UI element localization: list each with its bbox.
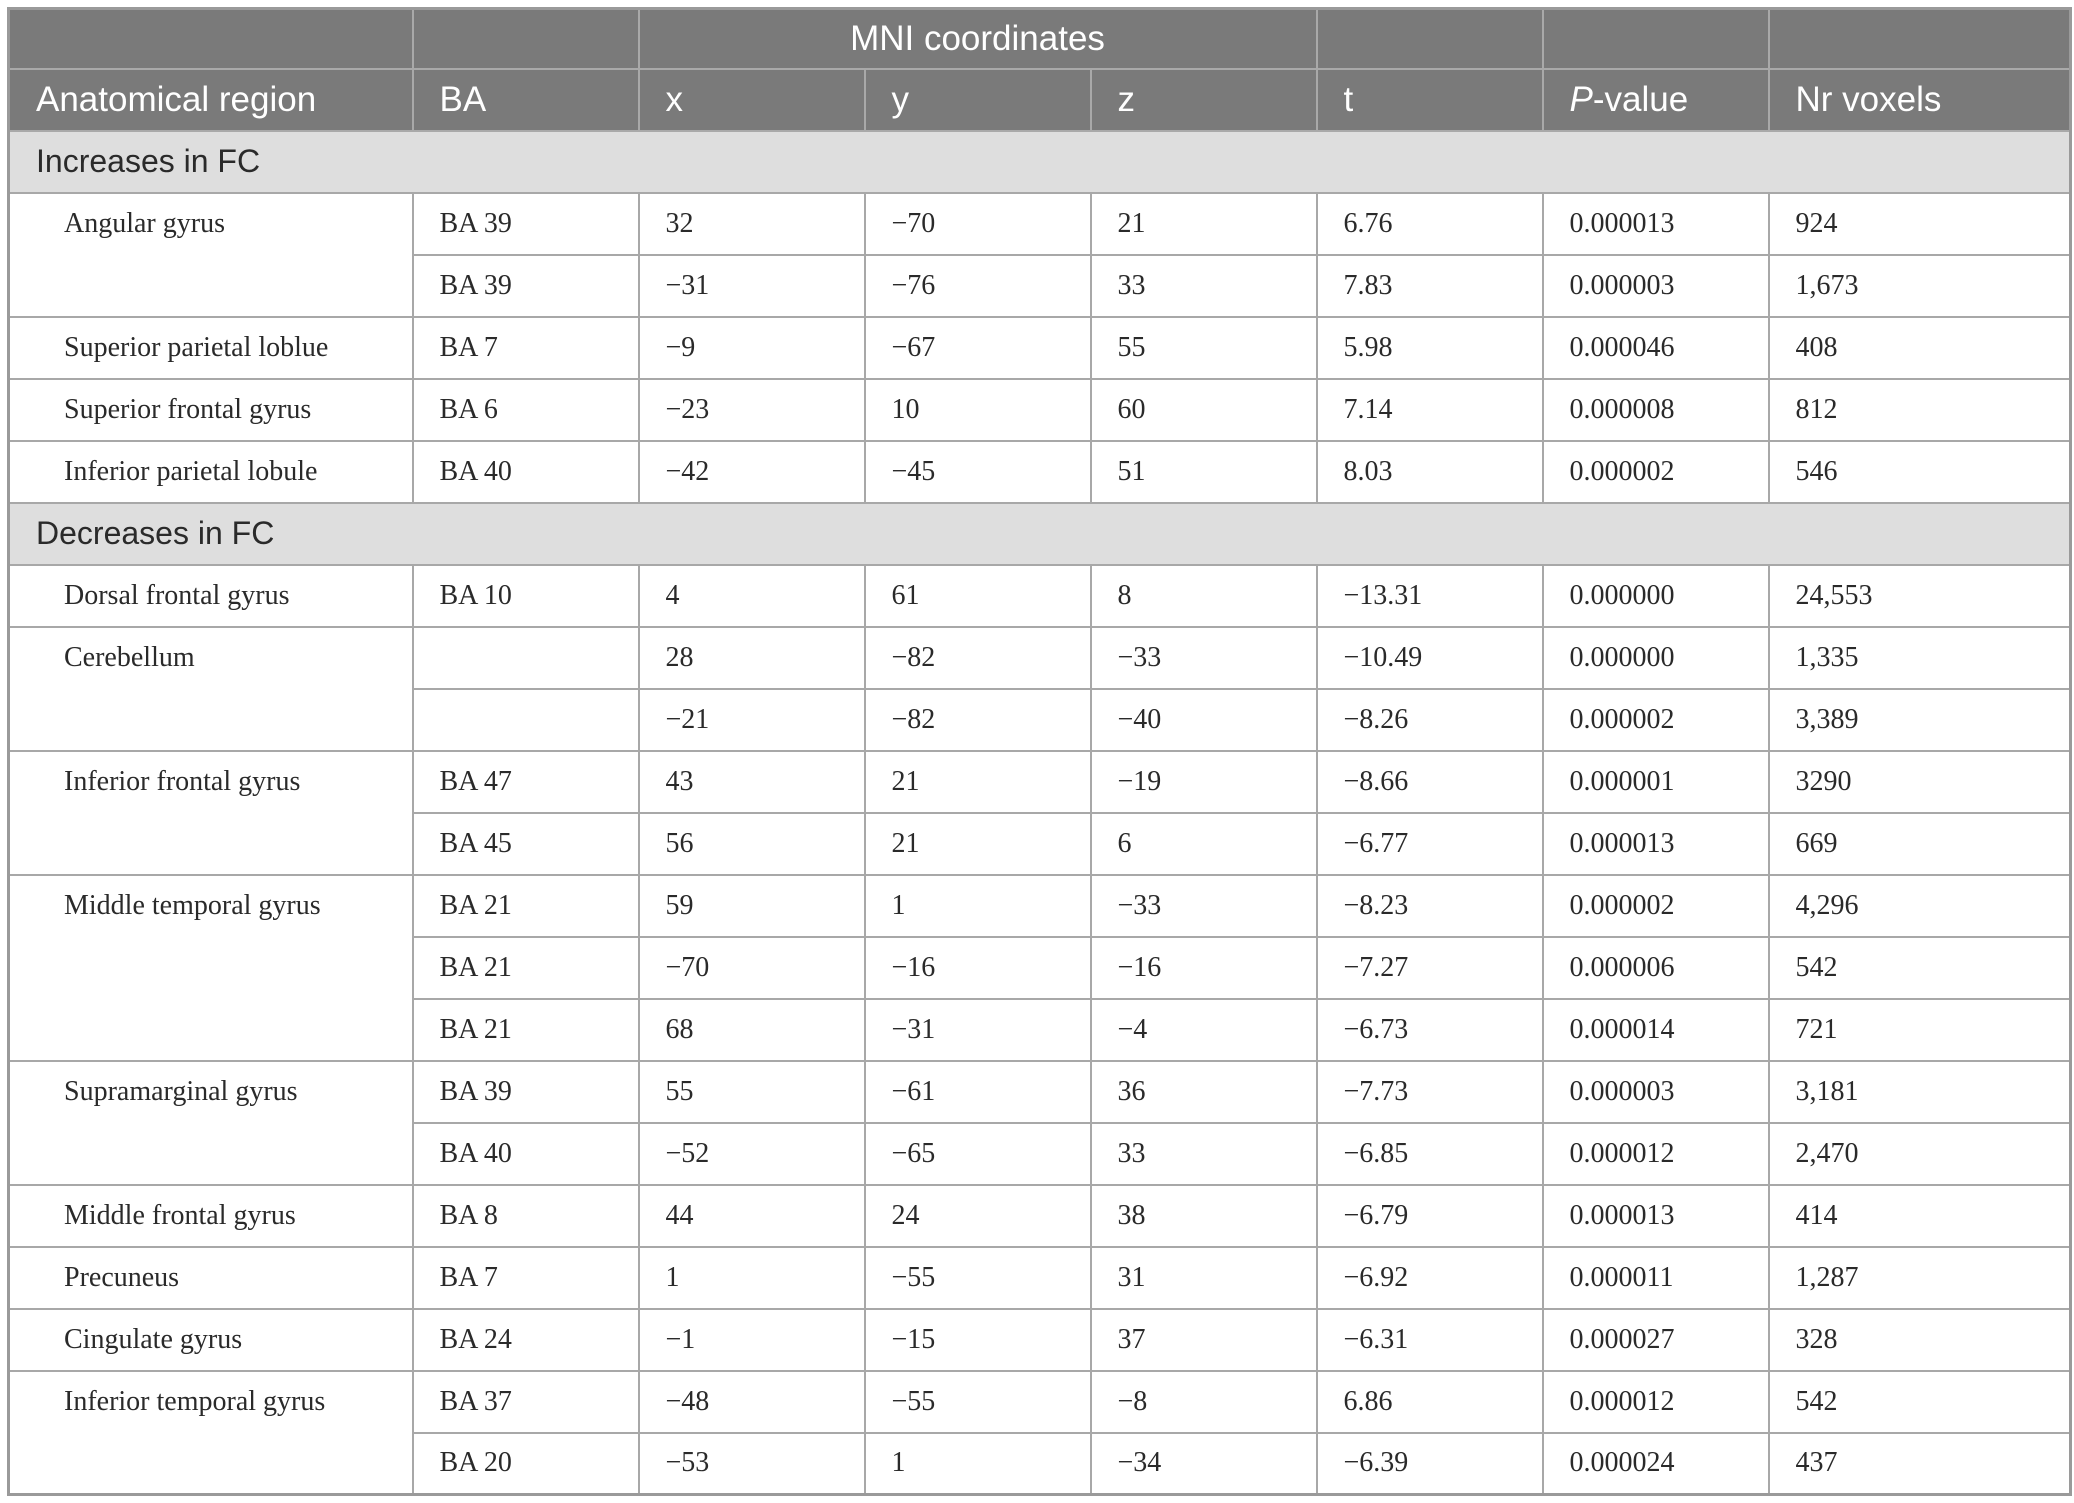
column-header-z: z [1091,69,1317,131]
cell-p-value: 0.000001 [1543,751,1769,813]
cell-anatomical-region: Inferior temporal gyrus [9,1371,413,1495]
cell-t: −6.79 [1317,1185,1543,1247]
cell-z: 51 [1091,441,1317,503]
cell-voxels: 1,673 [1769,255,2071,317]
cell-z: −34 [1091,1433,1317,1495]
cell-y: −45 [865,441,1091,503]
cell-ba: BA 45 [413,813,639,875]
cell-p-value: 0.000013 [1543,1185,1769,1247]
column-header-region: Anatomical region [9,69,413,131]
cell-y: −31 [865,999,1091,1061]
cell-z: 33 [1091,255,1317,317]
cell-p-value: 0.000002 [1543,875,1769,937]
cell-t: −8.66 [1317,751,1543,813]
cell-anatomical-region: Middle temporal gyrus [9,875,413,1061]
cell-x: −52 [639,1123,865,1185]
cell-ba: BA 10 [413,565,639,627]
cell-anatomical-region: Inferior parietal lobule [9,441,413,503]
cell-x: −48 [639,1371,865,1433]
cell-t: −13.31 [1317,565,1543,627]
cell-t: 6.76 [1317,193,1543,255]
cell-x: −21 [639,689,865,751]
cell-x: −31 [639,255,865,317]
cell-x: 28 [639,627,865,689]
cell-ba: BA 47 [413,751,639,813]
cell-p-value: 0.000011 [1543,1247,1769,1309]
header-row-columns [9,69,2071,131]
cell-voxels: 3,181 [1769,1061,2071,1123]
table-row [9,193,2071,255]
cell-t: 5.98 [1317,317,1543,379]
cell-voxels: 328 [1769,1309,2071,1371]
cell-ba: BA 24 [413,1309,639,1371]
cell-y: −55 [865,1247,1091,1309]
table-row [9,875,2071,937]
cell-anatomical-region: Inferior frontal gyrus [9,751,413,875]
header-empty-cell [413,9,639,69]
p-value-italic-prefix: P [1569,79,1593,119]
cell-voxels: 408 [1769,317,2071,379]
column-header-t: t [1317,69,1543,131]
cell-ba: BA 39 [413,255,639,317]
cell-ba: BA 7 [413,317,639,379]
cell-voxels: 669 [1769,813,2071,875]
cell-voxels: 812 [1769,379,2071,441]
cell-anatomical-region: Precuneus [9,1247,413,1309]
section-title: Increases in FC [9,131,2071,193]
table-row [9,751,2071,813]
cell-y: −82 [865,627,1091,689]
cell-ba: BA 21 [413,875,639,937]
column-header-ba: BA [413,69,639,131]
cell-voxels: 414 [1769,1185,2071,1247]
cell-z: −8 [1091,1371,1317,1433]
header-empty-cell [9,9,413,69]
table-row [9,1309,2071,1371]
header-empty-cell [1543,9,1769,69]
column-header-voxels: Nr voxels [1769,69,2071,131]
cell-ba: BA 39 [413,193,639,255]
cell-t: −10.49 [1317,627,1543,689]
cell-p-value: 0.000002 [1543,689,1769,751]
cell-z: 36 [1091,1061,1317,1123]
section-title: Decreases in FC [9,503,2071,565]
cell-t: −7.27 [1317,937,1543,999]
cell-ba: BA 40 [413,1123,639,1185]
cell-z: 6 [1091,813,1317,875]
cell-p-value: 0.000027 [1543,1309,1769,1371]
cell-z: −4 [1091,999,1317,1061]
table-row [9,441,2071,503]
cell-ba [413,627,639,689]
cell-voxels: 1,335 [1769,627,2071,689]
cell-z: 8 [1091,565,1317,627]
cell-y: 21 [865,813,1091,875]
cell-y: −65 [865,1123,1091,1185]
cell-y: −16 [865,937,1091,999]
table-row [9,1247,2071,1309]
cell-y: 1 [865,875,1091,937]
header-row-group [9,9,2071,69]
cell-z: −40 [1091,689,1317,751]
cell-z: 55 [1091,317,1317,379]
cell-z: −16 [1091,937,1317,999]
cell-voxels: 2,470 [1769,1123,2071,1185]
cell-t: 6.86 [1317,1371,1543,1433]
cell-ba: BA 21 [413,999,639,1061]
cell-t: −6.92 [1317,1247,1543,1309]
cell-y: −55 [865,1371,1091,1433]
cell-t: −6.31 [1317,1309,1543,1371]
cell-voxels: 542 [1769,1371,2071,1433]
cell-x: 68 [639,999,865,1061]
cell-voxels: 542 [1769,937,2071,999]
cell-t: −8.23 [1317,875,1543,937]
cell-z: 37 [1091,1309,1317,1371]
cell-y: −70 [865,193,1091,255]
cell-voxels: 1,287 [1769,1247,2071,1309]
cell-p-value: 0.000006 [1543,937,1769,999]
cell-anatomical-region: Superior parietal loblue [9,317,413,379]
table-row [9,379,2071,441]
cell-x: −42 [639,441,865,503]
cell-p-value: 0.000014 [1543,999,1769,1061]
section-row [9,131,2071,193]
cell-voxels: 4,296 [1769,875,2071,937]
cell-ba: BA 37 [413,1371,639,1433]
cell-ba: BA 40 [413,441,639,503]
cell-anatomical-region: Supramarginal gyrus [9,1061,413,1185]
cell-voxels: 924 [1769,193,2071,255]
cell-p-value: 0.000000 [1543,627,1769,689]
cell-y: 21 [865,751,1091,813]
cell-t: −7.73 [1317,1061,1543,1123]
cell-p-value: 0.000012 [1543,1371,1769,1433]
cell-p-value: 0.000012 [1543,1123,1769,1185]
cell-z: 31 [1091,1247,1317,1309]
table-row [9,627,2071,689]
cell-t: 7.14 [1317,379,1543,441]
cell-anatomical-region: Superior frontal gyrus [9,379,413,441]
cell-ba [413,689,639,751]
cell-anatomical-region: Cingulate gyrus [9,1309,413,1371]
cell-t: 7.83 [1317,255,1543,317]
cell-t: −6.73 [1317,999,1543,1061]
column-header-y: y [865,69,1091,131]
header-empty-cell [1769,9,2071,69]
cell-voxels: 24,553 [1769,565,2071,627]
cell-p-value: 0.000008 [1543,379,1769,441]
cell-y: 24 [865,1185,1091,1247]
cell-x: 59 [639,875,865,937]
cell-x: 44 [639,1185,865,1247]
cell-x: 55 [639,1061,865,1123]
cell-x: −70 [639,937,865,999]
cell-x: 4 [639,565,865,627]
cell-p-value: 0.000013 [1543,193,1769,255]
mni-coordinates-header: MNI coordinates [639,9,1317,69]
cell-x: 1 [639,1247,865,1309]
table-row [9,1371,2071,1433]
cell-y: 1 [865,1433,1091,1495]
column-header-p-value [1543,69,1769,131]
cell-z: 60 [1091,379,1317,441]
cell-x: 56 [639,813,865,875]
cell-z: −33 [1091,627,1317,689]
cell-t: −6.85 [1317,1123,1543,1185]
cell-p-value: 0.000002 [1543,441,1769,503]
cell-y: −61 [865,1061,1091,1123]
cell-y: −82 [865,689,1091,751]
cell-voxels: 546 [1769,441,2071,503]
cell-z: 38 [1091,1185,1317,1247]
cell-p-value: 0.000024 [1543,1433,1769,1495]
cell-x: −1 [639,1309,865,1371]
table-row [9,317,2071,379]
cell-x: 43 [639,751,865,813]
cell-t: −6.39 [1317,1433,1543,1495]
cell-z: −33 [1091,875,1317,937]
cell-p-value: 0.000003 [1543,255,1769,317]
table-row [9,1061,2071,1123]
cell-z: 21 [1091,193,1317,255]
results-table [7,7,2072,1496]
cell-voxels: 3,389 [1769,689,2071,751]
table-row [9,565,2071,627]
cell-p-value: 0.000000 [1543,565,1769,627]
cell-y: 61 [865,565,1091,627]
cell-z: 33 [1091,1123,1317,1185]
p-value-suffix: -value [1592,79,1689,119]
cell-ba: BA 20 [413,1433,639,1495]
cell-x: −53 [639,1433,865,1495]
cell-anatomical-region: Cerebellum [9,627,413,751]
cell-p-value: 0.000003 [1543,1061,1769,1123]
cell-t: 8.03 [1317,441,1543,503]
cell-ba: BA 6 [413,379,639,441]
cell-y: −15 [865,1309,1091,1371]
cell-anatomical-region: Angular gyrus [9,193,413,317]
cell-y: 10 [865,379,1091,441]
cell-ba: BA 8 [413,1185,639,1247]
cell-y: −76 [865,255,1091,317]
cell-p-value: 0.000046 [1543,317,1769,379]
cell-anatomical-region: Dorsal frontal gyrus [9,565,413,627]
cell-t: −6.77 [1317,813,1543,875]
cell-t: −8.26 [1317,689,1543,751]
cell-anatomical-region: Middle frontal gyrus [9,1185,413,1247]
cell-x: −23 [639,379,865,441]
cell-z: −19 [1091,751,1317,813]
cell-ba: BA 7 [413,1247,639,1309]
cell-voxels: 437 [1769,1433,2071,1495]
cell-p-value: 0.000013 [1543,813,1769,875]
cell-voxels: 3290 [1769,751,2071,813]
cell-x: −9 [639,317,865,379]
table-body [9,131,2071,1495]
cell-ba: BA 39 [413,1061,639,1123]
cell-y: −67 [865,317,1091,379]
cell-voxels: 721 [1769,999,2071,1061]
section-row [9,503,2071,565]
cell-x: 32 [639,193,865,255]
table-row [9,1185,2071,1247]
column-header-x: x [639,69,865,131]
cell-ba: BA 21 [413,937,639,999]
header-empty-cell [1317,9,1543,69]
